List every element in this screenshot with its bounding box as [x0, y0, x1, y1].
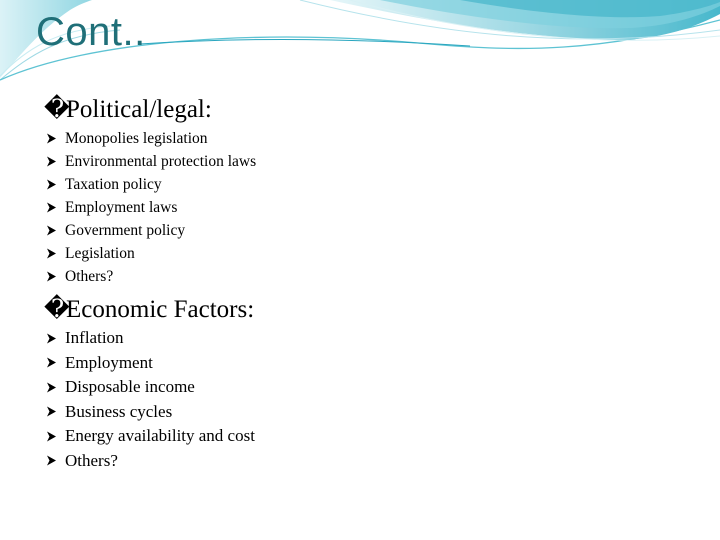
- list-item: [46, 326, 255, 351]
- heading-bullet-glyph: �: [44, 296, 70, 323]
- list-item-text: Disposable income: [65, 377, 195, 397]
- list-item: [46, 424, 255, 449]
- list-item: [46, 375, 255, 400]
- list-item-text: Monopolies legislation: [65, 129, 208, 147]
- list-item-text: Others?: [65, 267, 114, 285]
- list-item-text: Employment laws: [65, 198, 178, 216]
- list-item-text: Government policy: [65, 221, 186, 239]
- heading-bullet-glyph: �: [44, 96, 70, 123]
- list-item: [46, 150, 256, 173]
- list-item: [46, 351, 255, 376]
- list-item-text: Inflation: [65, 328, 124, 348]
- list-item-text: Energy availability and cost: [65, 426, 255, 446]
- arrow-bullet-icon: [46, 156, 65, 167]
- list-item: [46, 219, 256, 242]
- list-item: [46, 127, 256, 150]
- arrow-bullet-icon: [46, 248, 65, 259]
- arrow-bullet-icon: [46, 271, 65, 282]
- list-item: [46, 242, 256, 265]
- list-item: [46, 400, 255, 425]
- arrow-bullet-icon: [46, 333, 65, 344]
- section-heading-economic: [44, 297, 254, 322]
- list-item-text: Business cycles: [65, 401, 173, 421]
- economic-factors-list: [46, 326, 255, 473]
- political-factors-list: [46, 127, 256, 288]
- section-heading-text: Economic Factors:: [66, 296, 255, 323]
- arrow-bullet-icon: [46, 431, 65, 442]
- arrow-bullet-icon: [46, 202, 65, 213]
- arrow-bullet-icon: [46, 179, 65, 190]
- list-item-text: Others?: [65, 450, 118, 470]
- arrow-bullet-icon: [46, 406, 65, 417]
- list-item: [46, 196, 256, 219]
- section-heading-text: Political/legal:: [66, 96, 212, 123]
- arrow-bullet-icon: [46, 357, 65, 368]
- list-item-text: Legislation: [65, 244, 135, 262]
- list-item-text: Environmental protection laws: [65, 152, 257, 170]
- list-item-text: Employment: [65, 352, 153, 372]
- list-item-text: Taxation policy: [65, 175, 162, 193]
- list-item: [46, 265, 256, 288]
- list-item: [46, 173, 256, 196]
- slide-title: Cont..: [36, 10, 146, 54]
- section-heading-political: [44, 97, 212, 122]
- arrow-bullet-icon: [46, 225, 65, 236]
- list-item: [46, 449, 255, 474]
- arrow-bullet-icon: [46, 455, 65, 466]
- arrow-bullet-icon: [46, 133, 65, 144]
- arrow-bullet-icon: [46, 382, 65, 393]
